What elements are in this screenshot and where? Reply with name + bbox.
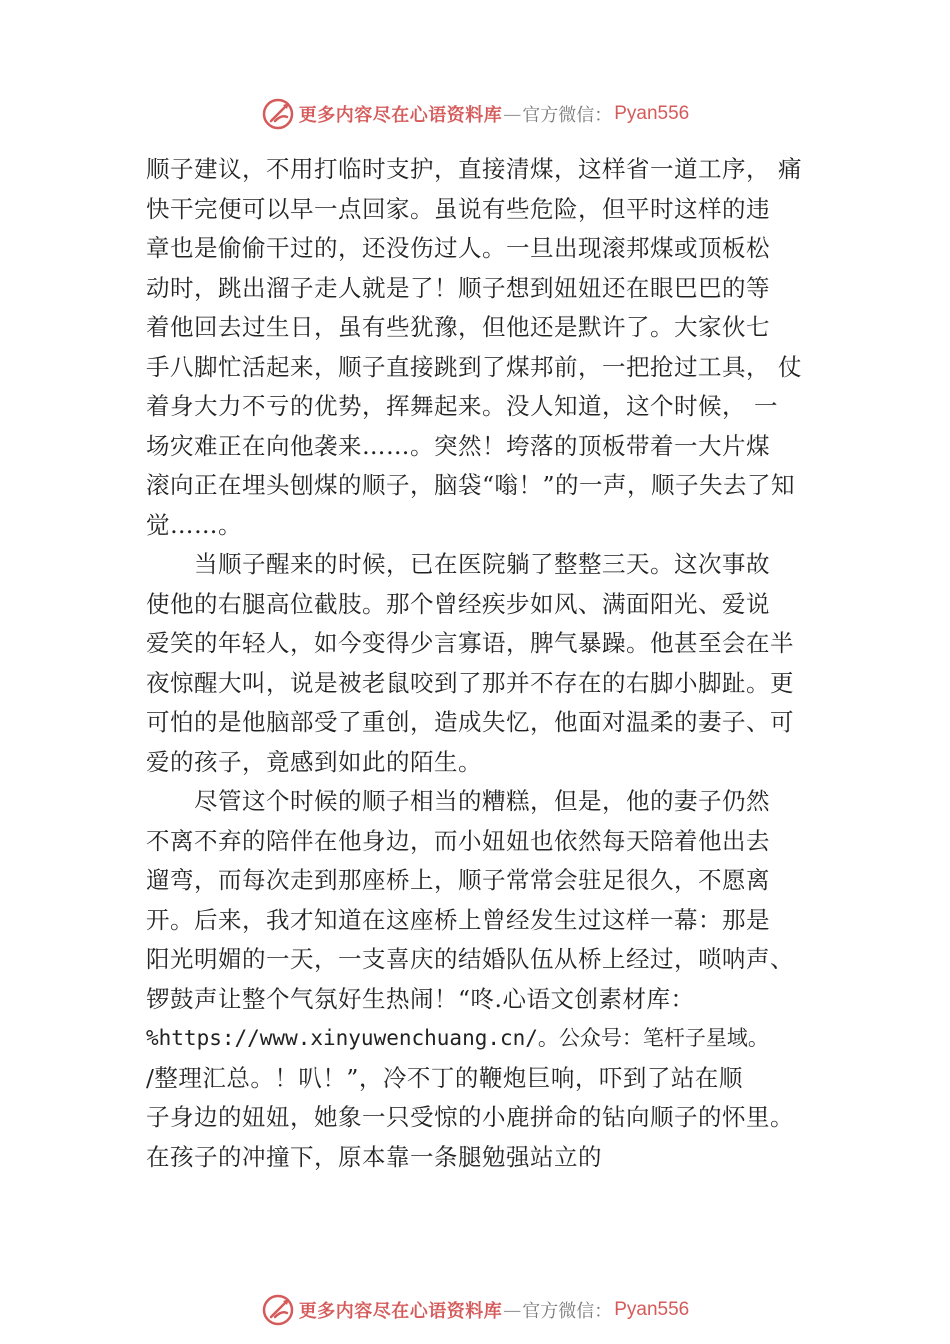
footer-wechat-id: Pyan556 — [614, 1299, 690, 1320]
header-dash: — — [503, 103, 522, 125]
text-line: 觉……。 — [146, 510, 242, 539]
text-line: 在孩子的冲撞下，原本靠一条腿勉强站立的 — [146, 1142, 602, 1171]
text-line: 阳光明媚的一天，一支喜庆的结婚队伍从桥上经过，唢呐声、 — [146, 945, 794, 973]
header-wechat-id: Pyan556 — [614, 103, 690, 124]
footer-wechat-label: 官方微信： — [522, 1301, 613, 1322]
text-line: 着他回去过生日，虽有些犹豫，但他还是默许了。大家伙七 — [146, 313, 770, 341]
text-line: 锣鼓声让整个气氛好生热闹！“咚.心语文创素材库： — [146, 984, 695, 1013]
brand-logo-icon — [261, 97, 295, 131]
text-line: 使他的右腿高位截肢。那个曾经疾步如风、满面阳光、爱说 — [146, 589, 770, 618]
text-line: 着身大力不亏的优势，挥舞起来。没人知道，这个时候， 一 — [146, 392, 778, 420]
text-line-url: %https://www.xinyuwenchuang.cn/。公众号：笔杆子星域。 — [146, 1026, 769, 1050]
text-line: 场灾难正在向他袭来……。突然！垮落的顶板带着一大片煤 — [146, 431, 770, 460]
text-line: 遛弯，而每次走到那座桥上，顺子常常会驻足很久，不愿离 — [146, 866, 770, 894]
brand-logo-icon — [261, 1293, 295, 1327]
text-line: 夜惊醒大叫，说是被老鼠咬到了那并不存在的右脚小脚趾。更 — [146, 668, 794, 697]
footer-banner — [0, 1290, 950, 1330]
footer-dash: — — [503, 1299, 522, 1321]
footer-title: 更多内容尽在心语资料库 — [298, 1301, 503, 1322]
text-line: 爱笑的年轻人，如今变得少言寡语，脾气暴躁。他甚至会在半 — [146, 629, 794, 657]
text-line: 动时，跳出溜子走人就是了！顺子想到妞妞还在眼巴巴的等 — [146, 273, 770, 302]
text-line: 章也是偷偷干过的，还没伤过人。一旦出现滚邦煤或顶板松 — [146, 234, 770, 262]
text-line: 当顺子醒来的时候，已在医院躺了整整三天。这次事故 — [146, 550, 770, 578]
text-line: 顺子建议，不用打临时支护，直接清煤，这样省一道工序， 痛 — [146, 155, 802, 183]
header-title: 更多内容尽在心语资料库 — [298, 105, 503, 126]
text-line: 不离不弃的陪伴在他身边，而小妞妞也依然每天陪着他出去 — [146, 826, 770, 855]
text-line: 爱的孩子，竟感到如此的陌生。 — [146, 747, 482, 776]
text-line: 滚向正在埋头刨煤的顺子，脑袋“嗡！”的一声，顺子失去了知 — [146, 471, 796, 499]
header-banner — [0, 94, 950, 134]
text-line: 子身边的妞妞，她象一只受惊的小鹿拼命的钻向顺子的怀里。 — [146, 1103, 794, 1131]
text-line: /整理汇总。！叭！”，冷不丁的鞭炮巨响，吓到了站在顺 — [146, 1063, 743, 1092]
text-line: 可怕的是他脑部受了重创，造成失忆，他面对温柔的妻子、可 — [146, 708, 794, 736]
text-line: 快干完便可以早一点回家。虽说有些危险，但平时这样的违 — [146, 194, 770, 223]
document-body — [146, 150, 826, 1177]
text-line: 尽管这个时候的顺子相当的糟糕，但是，他的妻子仍然 — [146, 787, 770, 815]
text-line: 开。后来，我才知道在这座桥上曾经发生过这样一幕：那是 — [146, 905, 770, 934]
text-line: 手八脚忙活起来，顺子直接跳到了煤邦前，一把抢过工具， 仗 — [146, 352, 802, 381]
header-wechat-label: 官方微信： — [522, 105, 613, 126]
